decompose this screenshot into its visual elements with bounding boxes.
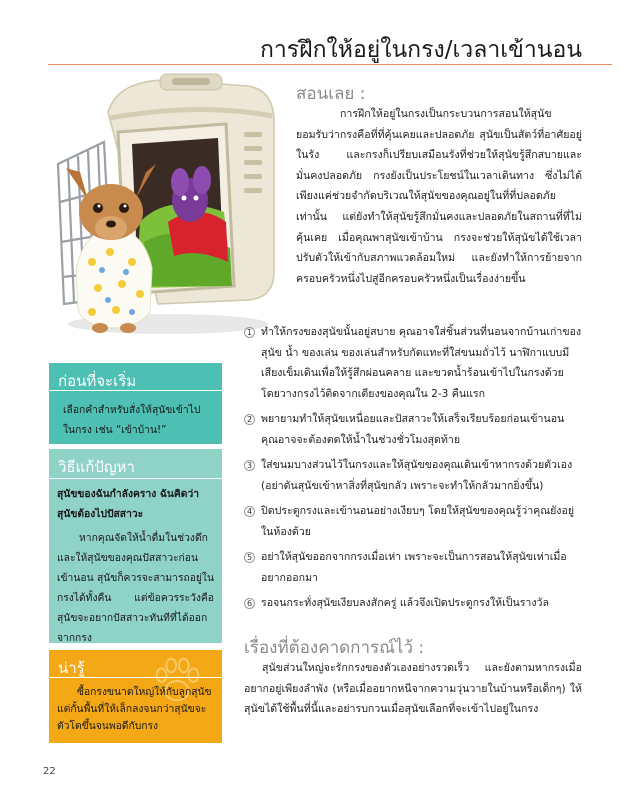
step-number: 3: [244, 460, 255, 471]
step-item: [244, 593, 582, 614]
step-item: [244, 547, 582, 588]
step-text: ปิดประตูกรงและเข้านอนอย่างเงียบๆ โดยให้สุนัขของคุณรู้ว่าคุณยังอยู่ในห้องด้วย: [261, 505, 575, 538]
troubleshooting-heading: วิธีแก้ปัญหา: [49, 449, 222, 479]
teach-heading: สอนเลย :: [296, 84, 366, 104]
troubleshooting-question: สุนัขของฉันกำลังคราง ฉันคิดว่าสุนัขต้องไปปัสสาวะ: [57, 488, 200, 520]
step-item: [244, 455, 582, 496]
teach-paragraph: การฝึกให้อยู่ในกรงเป็นกระบวนการสอนให้สุนัขยอมรับว่ากรงคือที่ที่คุ้นเคยและปลอดภัย สุนัขเป็นสัตว์ที่อาศัยอยู่ในรัง และกรงก็เปรียบเสมือนรังที่ช่วยให้สุนัขรู้สึกสบายและมั่นคงปลอดภัย กรงยังเป็นประโยชน์ในเวลาเดินทาง ซึ่งไม่ได้เพียงแค่ช่วยจำกัดบริเวณให้สุนัขของคุณอยู่ในที่ที่ปลอดภัยเท่านั้น แต่ยังทำให้สุนัขรู้สึกมั่นคงและปลอดภัยในสถานที่ที่ไม่คุ้นเคย เมื่อคุณพาสุนัขเข้าบ้าน กรงจะช่วยให้สุนัขได้ใช้เวลาปรับตัวให้เข้ากับสภาพแวดล้อมใหม่ และยังทำให้การย้ายจากครอบครัวหนึ่งไปสู่อีกครอบครัวหนึ่งเป็นเรื่องง่ายขึ้น: [296, 108, 582, 285]
step-number: 6: [244, 598, 255, 609]
step-text: ใส่ขนมบางส่วนไว้ในกรงและให้สุนัขของคุณเดินเข้าหากรงด้วยตัวเอง (อย่าดันสุนัขเข้าหาสิ่งที่สุนัขกลัว เพราะจะทำให้กลัวมากยิ่งขึ้น): [261, 459, 573, 492]
good-to-know-heading: น่ารู้: [49, 650, 222, 678]
troubleshooting-box: [49, 449, 222, 643]
page-number: 22: [43, 766, 56, 777]
before-you-begin-heading: ก่อนที่จะเริ่ม: [49, 363, 222, 391]
title-rule: [48, 64, 612, 65]
step-number: 4: [244, 506, 255, 517]
step-item: [244, 409, 582, 450]
step-item: [244, 322, 582, 404]
before-you-begin-box: [49, 363, 222, 444]
step-text: พยายามทำให้สุนัขเหนื่อยและปัสสาวะให้เสร็จเรียบร้อยก่อนเข้านอน คุณอาจจะต้องตดให้น้ำในช่วงชั่วโมงสุดท้าย: [261, 413, 565, 446]
steps-list: [244, 322, 582, 619]
step-number: 1: [244, 327, 255, 338]
troubleshooting-answer: หากคุณจัดให้น้ำดื่มในช่วงดึกและให้สุนัขของคุณปัสสาวะก่อนเข้านอน สุนัขก็ควรจะสามารถอยู่ในกรงได้ทั้งคืน แต่ข้อควรระวังคือ สุนัขจะอยากปัสสาวะทันทีที่ได้ออกจากกรง: [57, 532, 214, 644]
page-title: การฝึกให้อยู่ในกรง/เวลาเข้านอน: [259, 37, 582, 63]
expect-heading: เรื่องที่ต้องคาดการณ์ไว้ :: [244, 638, 425, 658]
good-to-know-box: [49, 650, 222, 743]
before-you-begin-text: เลือกคำสำหรับสั่งให้สุนัขเข้าไปในกรง เช่น “เข้าบ้าน!”: [63, 404, 201, 436]
dog-in-pet-carrier-photo: [48, 72, 280, 340]
step-item: [244, 501, 582, 542]
step-text: รอจนกระทั่งสุนัขเงียบลงสักครู่ แล้วจึงเปิดประตูกรงให้เป็นรางวัล: [261, 597, 549, 609]
step-number: 5: [244, 552, 255, 563]
step-text: อย่าให้สุนัขออกจากกรงเมื่อเห่า เพราะจะเป็นการสอนให้สุนัขเห่าเมื่ออยากออกมา: [261, 551, 567, 584]
good-to-know-text: ซื้อกรงขนาดใหญ่ให้กับลูกสุนัข แต่กั้นพื้นที่ให้เล็กลงจนกว่าสุนัขจะตัวโตขึ้นจนพอดีกับกรง: [57, 686, 212, 732]
step-text: ทำให้กรงของสุนัขนั้นอยู่สบาย คุณอาจใส่ชิ้นส่วนที่นอนจากบ้านเก่าของสุนัข น้ำ ของเล่น ของเล่นสำหรับกัดแทะที่ใส่ขนมถั่วไว้ นาฬิกาแบบมีเสียงเข็มเดินเพื่อให้รู้สึกผ่อนคลาย และขวดน้ำร้อนเข้าไปในกรงด้วย โดยวางกรงไว้ติดจากเตียงของคุณใน 2-3 คืนแรก: [261, 326, 582, 400]
step-number: 2: [244, 414, 255, 425]
expect-paragraph: สุนัขส่วนใหญ่จะรักกรงของตัวเองอย่างรวดเร็ว และยังตามหากรงเมื่ออยากอยู่เพียงลำพัง (หรือเมื่ออยากหนีจากความวุ่นวายในบ้านหรือเด็กๆ) ให้สุนัขได้ใช้พื้นที่นี้และอย่ารบกวนเมื่อสุนัขเลือกที่จะเข้าไปอยู่ในกรง: [244, 662, 582, 716]
